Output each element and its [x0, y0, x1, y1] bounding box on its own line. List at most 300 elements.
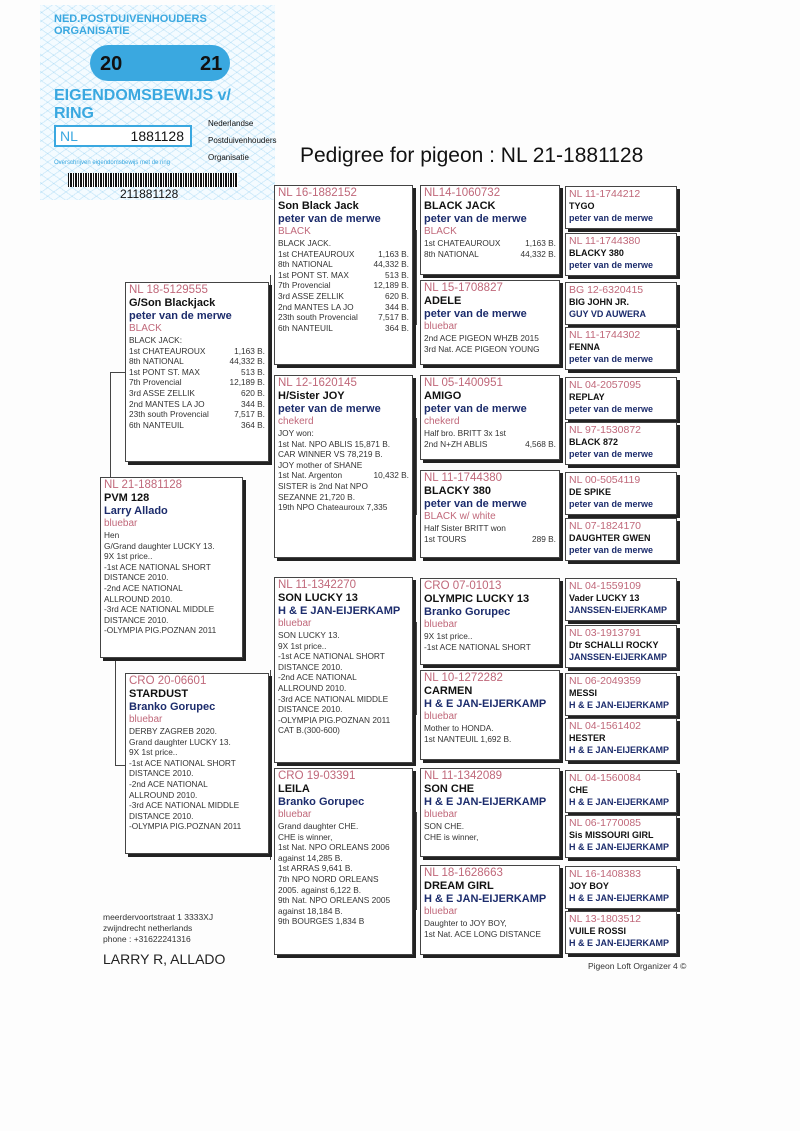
pigeon-name: TYGO — [569, 201, 595, 211]
note-text: 23th south Provencial — [129, 409, 209, 420]
note-line — [278, 874, 409, 885]
ring-number: CRO 20-06601 — [129, 675, 207, 687]
pigeon-color: BLACK — [129, 323, 162, 334]
pigeon-name: LEILA — [278, 783, 310, 795]
software-credit: Pigeon Loft Organizer 4 © — [588, 961, 687, 971]
pigeon-card-ds[interactable] — [274, 577, 413, 763]
note-value: 44,332 B. — [229, 356, 265, 367]
pigeon-card-sds[interactable] — [420, 375, 560, 460]
note-value: 289 B. — [532, 533, 556, 544]
owner-name: peter van de merwe — [424, 213, 527, 225]
note-line — [278, 630, 409, 641]
pigeon-card-g5-3[interactable] — [565, 282, 677, 325]
owner-name: peter van de merwe — [569, 545, 654, 555]
ring-number: CRO 07-01013 — [424, 580, 502, 592]
note-text: 8th NATIONAL — [424, 248, 479, 259]
note-text: BLACK JACK. — [278, 238, 332, 248]
note-line — [278, 238, 409, 249]
pigeon-color: bluebar — [104, 518, 138, 529]
note-text: Grand daughter CHE. — [278, 821, 359, 831]
note-line — [129, 811, 265, 822]
card-heading: EIGENDOMSBEWIJS v/ RING — [54, 87, 231, 122]
note-value: 364 B. — [385, 322, 409, 333]
note-line — [278, 302, 409, 313]
note-line — [278, 916, 409, 927]
note-line — [129, 367, 265, 378]
note-line — [278, 291, 409, 302]
note-line — [278, 853, 409, 864]
note-line — [424, 534, 556, 545]
note-text: 9X 1st price.. — [424, 631, 473, 641]
pigeon-card-subject[interactable] — [100, 477, 243, 658]
note-text: 23th south Provencial — [278, 312, 358, 323]
note-text: -3rd ACE NATIONAL MIDDLE — [104, 604, 215, 615]
pigeon-name: PVM 128 — [104, 492, 150, 504]
pigeon-name: AMIGO — [424, 390, 462, 402]
ring-number: NL 04-1559109 — [569, 580, 642, 592]
note-line — [129, 388, 265, 399]
pigeon-name: CARMEN — [424, 685, 473, 697]
note-value: 364 B. — [241, 419, 265, 430]
note-text: Grand daughter LUCKY 13. — [129, 736, 231, 747]
ring-number: NL 03-1913791 — [569, 627, 642, 639]
note-line — [278, 312, 409, 323]
owner-name: peter van de merwe — [424, 498, 527, 510]
note-line — [278, 280, 409, 291]
note-line — [129, 377, 265, 388]
note-line — [278, 249, 409, 260]
note-line — [424, 723, 556, 734]
note-text: 1st CHATEAUROUX — [129, 345, 206, 356]
connector-line — [110, 372, 125, 373]
note-text: 1st Nat. NPO ABLIS 15,871 B. — [278, 438, 391, 449]
pigeon-card-g5-13[interactable] — [565, 770, 677, 813]
note-line — [424, 439, 556, 450]
note-line — [104, 551, 239, 562]
note-text: 9X 1st price.. — [129, 747, 178, 758]
npo-line: Postduivenhouders — [208, 136, 277, 145]
owner-name: peter van de merwe — [569, 260, 654, 270]
note-line — [424, 734, 556, 745]
note-text: 7th Provencial — [278, 280, 331, 291]
owner-name: Branko Gorupec — [424, 606, 511, 618]
note-line — [129, 409, 265, 420]
address-line: meerdervoortstraat 1 3333XJ — [103, 912, 214, 922]
owner-name: Larry Allado — [104, 505, 168, 517]
pigeon-card-g5-9[interactable] — [565, 578, 677, 621]
note-text: SEZANNE 21,720 B. — [278, 491, 356, 502]
owner-name: H & E JAN-EIJERKAMP — [424, 698, 547, 710]
pigeon-card-g5-7[interactable] — [565, 472, 677, 515]
note-line — [278, 492, 409, 503]
note-value: 7,517 B. — [234, 409, 265, 420]
connector-line — [110, 372, 111, 477]
breeder-address — [103, 912, 213, 945]
pigeon-card-ddd[interactable] — [420, 865, 560, 955]
pigeon-card-sd[interactable] — [274, 375, 413, 558]
note-text: -2nd ACE NATIONAL — [278, 672, 357, 683]
note-value: 620 B. — [385, 290, 409, 301]
note-text: against 14,285 B. — [278, 852, 343, 863]
note-line — [424, 642, 556, 653]
pigeon-card-g5-10[interactable] — [565, 625, 677, 668]
note-text: SON CHE. — [424, 821, 465, 831]
ring-number: NL 97-1530872 — [569, 424, 642, 436]
note-line — [104, 615, 239, 626]
owner-name: H & E JAN-EIJERKAMP — [278, 605, 401, 617]
connector-line — [416, 230, 417, 325]
note-line — [278, 906, 409, 917]
note-text: CAR WINNER VS 78,219 B. — [278, 449, 383, 460]
ring-number: NL 11-1744380 — [569, 235, 641, 247]
ring-number: NL 12-1620145 — [278, 377, 357, 389]
note-text: 7th NPO NORD ORLEANS — [278, 873, 379, 884]
pigeon-name: Vader LUCKY 13 — [569, 593, 640, 603]
pigeon-card-g5-1[interactable] — [565, 186, 677, 229]
note-text: ALLROUND 2010. — [129, 789, 198, 800]
owner-name: peter van de merwe — [278, 403, 381, 415]
note-text: -OLYMPIA PIG.POZNAN 2011 — [104, 625, 217, 636]
pigeon-card-dss[interactable] — [420, 578, 560, 665]
owner-name: peter van de merwe — [424, 403, 527, 415]
owner-name: H & E JAN-EIJERKAMP — [424, 796, 547, 808]
note-line — [129, 346, 265, 357]
ring-number: NL 00-5054119 — [569, 474, 641, 486]
note-text: Hen — [104, 530, 120, 540]
pigeon-color: BLACK — [278, 226, 311, 237]
note-line — [129, 821, 265, 832]
note-line — [278, 832, 409, 843]
note-line — [278, 259, 409, 270]
ring-number: NL14-1060732 — [424, 187, 501, 199]
card-ring-box — [54, 125, 192, 147]
note-line — [278, 651, 409, 662]
pigeon-name: Dtr SCHALLI ROCKY — [569, 640, 659, 650]
ring-number: NL 18-5129555 — [129, 284, 208, 296]
note-line — [278, 481, 409, 492]
note-line — [104, 530, 239, 541]
note-text: DERBY ZAGREB 2020. — [129, 726, 217, 736]
note-line — [278, 704, 409, 715]
pigeon-card-sdd[interactable] — [420, 470, 560, 558]
note-text: -1st ACE NATIONAL SHORT — [278, 651, 385, 662]
pigeon-name: BLACKY 380 — [569, 248, 624, 258]
connector-line — [416, 812, 417, 910]
ring-number: BG 12-6320415 — [569, 284, 644, 296]
pigeon-name: SON CHE — [424, 783, 475, 795]
pigeon-color: BLACK w/ white — [424, 511, 496, 522]
connector-line — [270, 275, 271, 465]
note-text: DISTANCE 2010. — [104, 572, 169, 583]
pigeon-name: HESTER — [569, 733, 606, 743]
pigeon-name: STARDUST — [129, 688, 189, 700]
note-line — [104, 625, 239, 636]
note-line — [424, 428, 556, 439]
pigeon-name: BLACKY 380 — [424, 485, 492, 497]
pigeon-card-ss[interactable] — [274, 185, 413, 365]
pigeon-card-g5-4[interactable] — [565, 327, 677, 370]
note-line — [278, 842, 409, 853]
pigeon-name: OLYMPIC LUCKY 13 — [424, 593, 530, 605]
note-line — [129, 737, 265, 748]
note-line — [104, 583, 239, 594]
note-text: 1st CHATEAUROUX — [278, 248, 355, 259]
pigeon-card-ssd[interactable] — [420, 280, 560, 365]
connector-line — [270, 670, 271, 860]
note-line — [424, 929, 556, 940]
pigeon-name: H/Sister JOY — [278, 390, 345, 402]
note-text: 8th NATIONAL — [129, 356, 184, 367]
note-text: 3rd ASSE ZELLIK — [278, 290, 344, 301]
note-text: -2nd ACE NATIONAL — [129, 778, 208, 789]
pigeon-name: CHE — [569, 785, 589, 795]
note-value: 1,163 B. — [525, 238, 556, 248]
note-text: 6th NANTEUIL — [278, 322, 333, 333]
card-org: NED.POSTDUIVENHOUDERS ORGANISATIE — [54, 13, 207, 37]
pigeon-name: BLACK 872 — [569, 437, 619, 447]
note-text: CAT B.(300-600) — [278, 725, 340, 736]
note-text: 3rd Nat. ACE PIGEON YOUNG — [424, 343, 540, 354]
owner-name: peter van de merwe — [569, 354, 654, 364]
pigeon-card-dd[interactable] — [274, 768, 413, 955]
note-line — [278, 470, 409, 481]
note-value: 344 B. — [241, 398, 265, 409]
note-line — [129, 399, 265, 410]
pigeon-name: G/Son Blackjack — [129, 297, 216, 309]
note-text: 1st CHATEAUROUX — [424, 238, 501, 248]
ownership-card — [40, 5, 275, 200]
pigeon-card-g5-8[interactable] — [565, 518, 677, 561]
pigeon-color: bluebar — [278, 618, 312, 629]
note-line — [278, 270, 409, 281]
note-text: -OLYMPIA PIG.POZNAN 2011 — [129, 821, 242, 832]
note-line — [424, 344, 556, 355]
note-value: 12,189 B. — [229, 377, 265, 388]
pigeon-card-sss[interactable] — [420, 185, 560, 275]
pigeon-card-g5-14[interactable] — [565, 815, 677, 858]
note-text: -1st ACE NATIONAL SHORT — [104, 561, 211, 572]
pigeon-name: Son Black Jack — [278, 200, 359, 212]
ring-number: NL 18-1628663 — [424, 867, 503, 879]
pigeon-name: MESSI — [569, 688, 598, 698]
pigeon-card-s[interactable] — [125, 282, 269, 462]
pigeon-name: SON LUCKY 13 — [278, 592, 358, 604]
note-line — [278, 725, 409, 736]
ring-number: NL 06-2049359 — [569, 675, 642, 687]
note-line — [278, 895, 409, 906]
note-line — [278, 683, 409, 694]
note-text: G/Grand daughter LUCKY 13. — [104, 540, 215, 551]
ring-number: NL 15-1708827 — [424, 282, 503, 294]
pigeon-card-g5-11[interactable] — [565, 673, 677, 716]
owner-name: peter van de merwe — [278, 213, 381, 225]
note-text: DISTANCE 2010. — [104, 614, 169, 625]
address-line: zwijndrecht netherlands — [103, 923, 193, 933]
card-year-left: 20 — [100, 53, 123, 75]
note-value: 620 B. — [241, 387, 265, 398]
npo-line: Organisatie — [208, 153, 249, 162]
note-line — [129, 420, 265, 431]
ring-number: NL 07-1824170 — [569, 520, 642, 532]
note-text: 2nd MANTES LA JO — [129, 398, 205, 409]
note-value: 12,189 B. — [373, 280, 409, 291]
ring-number: NL 11-1744380 — [424, 472, 503, 484]
pigeon-card-g5-12[interactable] — [565, 718, 677, 761]
pigeon-name: ADELE — [424, 295, 462, 307]
owner-name: H & E JAN-EIJERKAMP — [569, 797, 670, 807]
page-title: Pedigree for pigeon : NL 21-1881128 — [300, 144, 644, 167]
note-text: 1st PONT ST. MAX — [129, 366, 200, 377]
note-line — [278, 460, 409, 471]
note-line — [278, 641, 409, 652]
note-line — [424, 238, 556, 249]
note-line — [129, 790, 265, 801]
card-ring-number: 1881128 — [130, 128, 184, 144]
note-line — [129, 356, 265, 367]
pigeon-color: bluebar — [424, 809, 458, 820]
owner-name: peter van de merwe — [129, 310, 232, 322]
ring-number: CRO 19-03391 — [278, 770, 356, 782]
pigeon-name: Sis MISSOURI GIRL — [569, 830, 654, 840]
ring-number: NL 16-1408383 — [569, 868, 642, 880]
owner-name: peter van de merwe — [569, 404, 654, 414]
note-text: Daughter to JOY BOY, — [424, 918, 507, 928]
note-text: 9th BOURGES 1,834 B — [278, 916, 365, 927]
owner-name: JANSSEN-EIJERKAMP — [569, 605, 668, 615]
note-line — [129, 726, 265, 737]
note-line — [129, 747, 265, 758]
note-text: DISTANCE 2010. — [129, 768, 194, 779]
barcode — [68, 173, 238, 187]
note-value: 1,163 B. — [378, 248, 409, 259]
pigeon-color: bluebar — [424, 321, 458, 332]
connector-line — [115, 658, 116, 765]
note-line — [278, 863, 409, 874]
note-text: -1st ACE NATIONAL SHORT — [424, 641, 531, 652]
ring-number: NL 16-1882152 — [278, 187, 357, 199]
note-line — [129, 768, 265, 779]
owner-name: H & E JAN-EIJERKAMP — [569, 893, 670, 903]
card-country: NL — [60, 128, 78, 144]
connector-line — [416, 622, 417, 715]
note-text: 9th Nat. NPO ORLEANS 2005 — [278, 895, 391, 906]
pigeon-card-g5-16[interactable] — [565, 911, 677, 954]
owner-name: H & E JAN-EIJERKAMP — [569, 842, 670, 852]
pigeon-name: REPLAY — [569, 392, 605, 402]
note-line — [278, 323, 409, 334]
note-text: Half Sister BRITT won — [424, 523, 506, 533]
pigeon-card-g5-2[interactable] — [565, 233, 677, 276]
ring-number: NL 11-1744212 — [569, 188, 641, 200]
note-line — [129, 758, 265, 769]
note-text: -2nd ACE NATIONAL — [104, 582, 183, 593]
note-text: 9X 1st price.. — [278, 640, 327, 651]
breeder-name: LARRY R, ALLADO — [103, 951, 226, 967]
pigeon-card-dds[interactable] — [420, 768, 560, 857]
note-text: 2nd MANTES LA JO — [278, 301, 354, 312]
note-text: CHE is winner, — [278, 831, 333, 842]
note-text: -OLYMPIA PIG.POZNAN 2011 — [278, 714, 391, 725]
note-line — [104, 541, 239, 552]
note-text: JOY won: — [278, 428, 314, 438]
note-text: 8th NATIONAL — [278, 259, 333, 270]
note-text: 2005. against 6,122 B. — [278, 884, 362, 895]
note-value: 4,568 B. — [525, 438, 556, 449]
ring-number: NL 10-1272282 — [424, 672, 503, 684]
note-line — [104, 572, 239, 583]
note-text: 9X 1st price.. — [104, 551, 153, 562]
note-text: -1st ACE NATIONAL SHORT — [129, 757, 236, 768]
note-text: ALLROUND 2010. — [278, 682, 347, 693]
note-value: 44,332 B. — [373, 259, 409, 270]
owner-name: peter van de merwe — [424, 308, 527, 320]
note-text: 1st TOURS — [424, 533, 467, 544]
note-text: 1st Nat. Argenton — [278, 470, 343, 481]
owner-name: JANSSEN-EIJERKAMP — [569, 652, 668, 662]
pigeon-color: chekerd — [424, 416, 460, 427]
pigeon-card-g5-15[interactable] — [565, 866, 677, 909]
pigeon-name: VUILE ROSSI — [569, 926, 627, 936]
pigeon-card-d[interactable] — [125, 673, 269, 854]
note-line — [424, 249, 556, 260]
pigeon-card-g5-5[interactable] — [565, 377, 677, 420]
note-text: Mother to HONDA. — [424, 723, 494, 733]
note-text: 1st ARRAS 9,641 B. — [278, 863, 353, 874]
ring-number: NL 11-1342270 — [278, 579, 357, 591]
connector-line — [416, 418, 417, 515]
note-text: 3rd ASSE ZELLIK — [129, 387, 195, 398]
note-text: 1st PONT ST. MAX — [278, 269, 349, 280]
note-line — [104, 604, 239, 615]
note-text: 2nd N+ZH ABLIS — [424, 438, 488, 449]
note-text: against 18,184 B. — [278, 905, 343, 916]
note-line — [278, 694, 409, 705]
owner-name: H & E JAN-EIJERKAMP — [569, 938, 670, 948]
note-line — [278, 439, 409, 450]
note-text: ALLROUND 2010. — [104, 593, 173, 604]
note-text: BLACK JACK: — [129, 335, 183, 345]
note-line — [424, 523, 556, 534]
note-line — [278, 502, 409, 513]
note-text: 1st Nat. NPO ORLEANS 2006 — [278, 842, 390, 853]
card-small-text: Overschrijven eigendomsbewijs met de ring — [54, 160, 171, 166]
note-line — [278, 715, 409, 726]
note-value: 7,517 B. — [378, 312, 409, 323]
ring-number: NL 11-1342089 — [424, 770, 503, 782]
note-text: 6th NANTEUIL — [129, 419, 184, 430]
connector-line — [115, 765, 125, 766]
owner-name: peter van de merwe — [569, 499, 654, 509]
card-year-right: 21 — [200, 53, 223, 75]
pigeon-card-dsd[interactable] — [420, 670, 560, 760]
note-text: DISTANCE 2010. — [278, 661, 343, 672]
pigeon-name: FENNA — [569, 342, 600, 352]
note-text: CHE is winner, — [424, 831, 479, 842]
note-text: Half bro. BRITT 3x 1st — [424, 428, 506, 438]
pigeon-card-g5-6[interactable] — [565, 422, 677, 465]
note-value: 513 B. — [241, 366, 265, 377]
note-text: 1st Nat. ACE LONG DISTANCE — [424, 928, 541, 939]
owner-name: H & E JAN-EIJERKAMP — [569, 700, 670, 710]
card-npo-logo — [208, 115, 277, 166]
note-text: -3rd ACE NATIONAL MIDDLE — [129, 800, 240, 811]
pigeon-name: BLACK JACK — [424, 200, 496, 212]
owner-name: H & E JAN-EIJERKAMP — [424, 893, 547, 905]
note-line — [129, 800, 265, 811]
note-text: JOY mother of SHANE — [278, 459, 363, 470]
owner-name: peter van de merwe — [569, 213, 654, 223]
pigeon-color: bluebar — [424, 906, 458, 917]
